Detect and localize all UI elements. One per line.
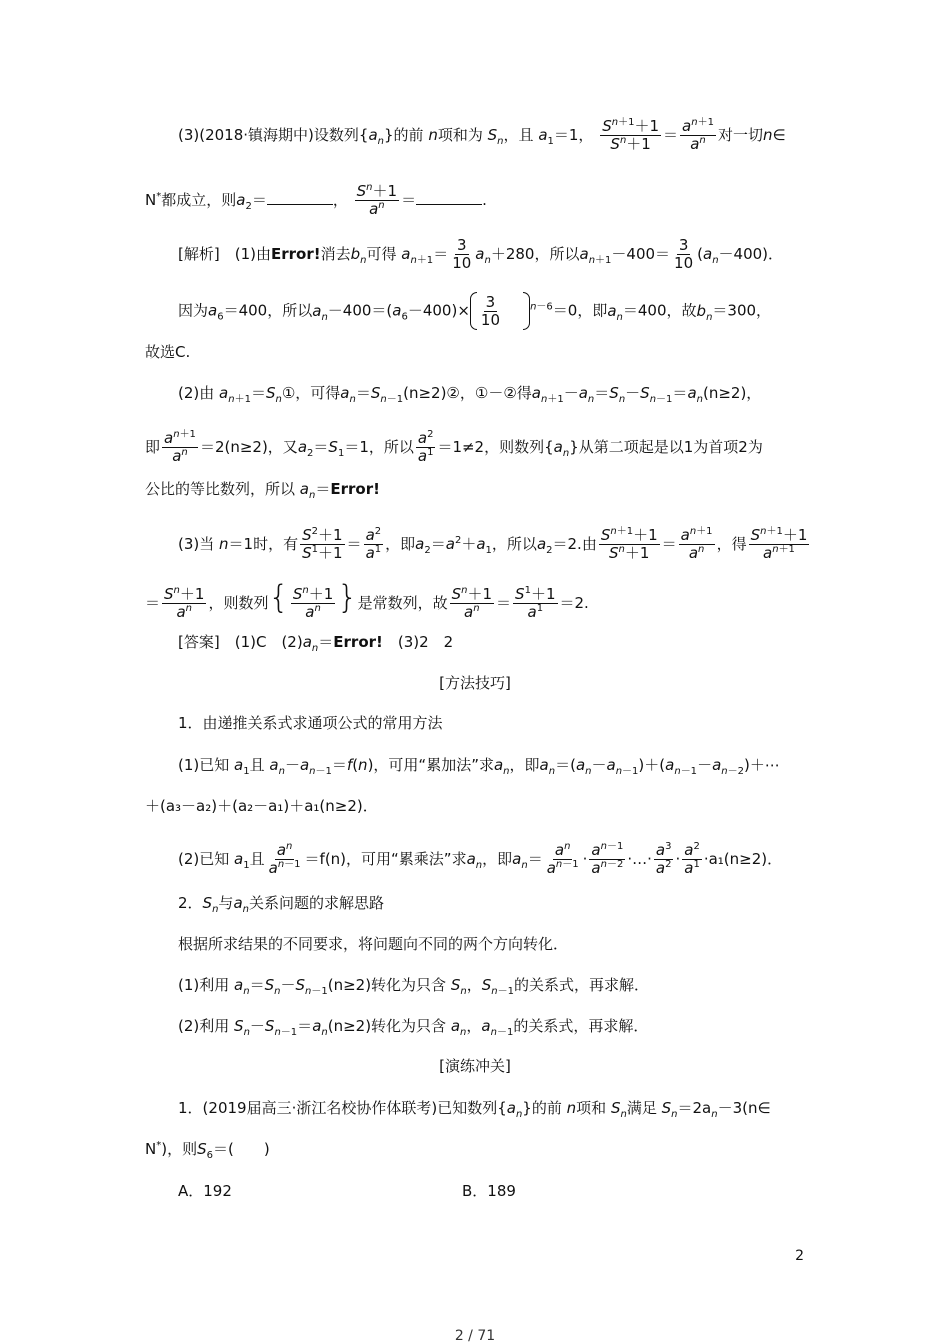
practice-section-title: [演练冲关] [439,1057,511,1075]
analysis-line-1: [解析] (1)由Error!消去$b_n$可得 $a_{n+1}=$ $\frac{3}{10}$ $a_n+280$，所以$a_{n+1}-400=$ $\frac{3}{10}$ $(a_n-400)$． [178,236,784,272]
method-item-1-1-cont: ＋(a₃－a₂)＋(a₂－a₁)＋a₁(n≥2)． [145,797,378,815]
method-item-1: 1．由递推关系式求通项公式的常用方法 [178,714,443,732]
problem-3-line-2: N*都成立，则$a_2=$ ， $\frac{S^n+1}{a^n}$ ＝ . [145,182,487,218]
method-item-1-1: (1)已知 $a_1$且 $a_n-a_{n-1}=f(n)$，可用“累加法”求$a_n$，即$a_n=(a_n-a_{n-1})+(a_{n-1}-a_{n-2})+\cdots$ [178,756,780,777]
method-item-2-2: (2)利用 $S_n-S_{n-1}=a_n(n\ge 2)$转化为只含 $a_n$，$a_{n-1}$的关系式，再求解． [178,1017,649,1038]
option-a: A．192 [178,1182,232,1200]
analysis-line-4: (2)由 $a_{n+1}=S_n①$，可得$a_n=S_{n-1}(n\ge 2)②$，①－②得$a_{n+1}-a_n=S_n-S_{n-1}=a_n(n\ge 2)$， [178,384,762,405]
method-item-2: 2．$S_n$与$a_n$关系问题的求解思路 [178,894,384,915]
page-number: 2 [795,1248,804,1264]
answer-blank-1 [267,192,333,205]
answer-line: [答案] (1)C $(2)a_n=Error$! (3)2 2 [178,633,454,654]
practice-question-1: 1．(2019届高三·浙江名校协作体联考)已知数列$\{a_n\}$的前 n项和 $S_n$满足 $S_n=2a_n-3(n\in$ [178,1099,771,1120]
analysis-line-2: 因为$a_6=400$，所以$a_n-400=(a_6-400)\times$ 3 10 $^{n-6}$＝0，即$a_n=400$，故$b_n=300$， [178,292,772,329]
analysis-line-8: ＝ $\frac{S^n+1}{a^n}$ ，则数列{ $\frac{S^n+1}{a^n}$ }是常数列，故 $\frac{S^n+1}{a^n}$ ＝ $\frac{S^1+1}{a^1}$ ＝2. [145,578,589,621]
method-item-2-1: (1)利用 $a_n=S_n-S_{n-1}(n\ge 2)$转化为只含 $S_n$，$S_{n-1}$的关系式，再求解． [178,976,649,997]
option-b: B．189 [462,1182,516,1200]
method-section-title: [方法技巧] [439,674,511,692]
analysis-line-6: 公比的等比数列，所以 $a_n=Error$! [145,480,380,501]
answer-blank-2 [416,192,482,205]
analysis-line-3: 故选C. [145,343,191,361]
problem-3-line-1: (3)(2018·镇海期中)设数列$\{a_n\}$的前 n项和为 $S_n$，且 $a_1=1$， $\frac{S^{n+1}+1}{S^n+1}$ ＝ $\frac{a^{n+1}}{a^n}$ 对一切n∈ [178,117,786,153]
method-item-1-2: (2)已知 $a_1$且 $\frac{a^n}{a^{n-1}}$ ＝f(n)，可用“累乘法”求$a_n$，即$a_n=$ $\frac{a^n}{a^{n-1}}$ · $\frac{a^{n-1}}{a^{n-2}}$ ·…· $\frac{a^3}{a^2}$ · $\frac{a^2}{a^1}$ ·a₁(n≥2)． [178,841,783,877]
practice-question-1-cont: N*)，则$S_6=$( ) [145,1140,270,1161]
analysis-line-5: 即 $\frac{a^{n+1}}{a^n}$ ＝2(n≥2)，又$a_2=S_1=1$，所以 $\frac{a^2}{a^1}$ ＝1≠2，则数列$\{a_n\}$从第二项起是以1为首项2为 [145,429,763,465]
page-footer: 2 / 71 [454,1328,496,1344]
analysis-line-7: (3)当 n＝1时，有 $\frac{S^2+1}{S^1+1}$ ＝ $\frac{a^2}{a^1}$ ，即$a_2=a^2+a_1$，所以$a_2=2$.由 $\frac{S^{n+1}+1}{S^n+1}$ ＝ $\frac{a^{n+1}}{a^n}$ ，得 $\frac{S^{n+1}+1}{a^{n+1}}$ [178,526,808,562]
method-item-2-desc: 根据所求结果的不同要求，将问题向不同的两个方向转化． [178,935,569,953]
